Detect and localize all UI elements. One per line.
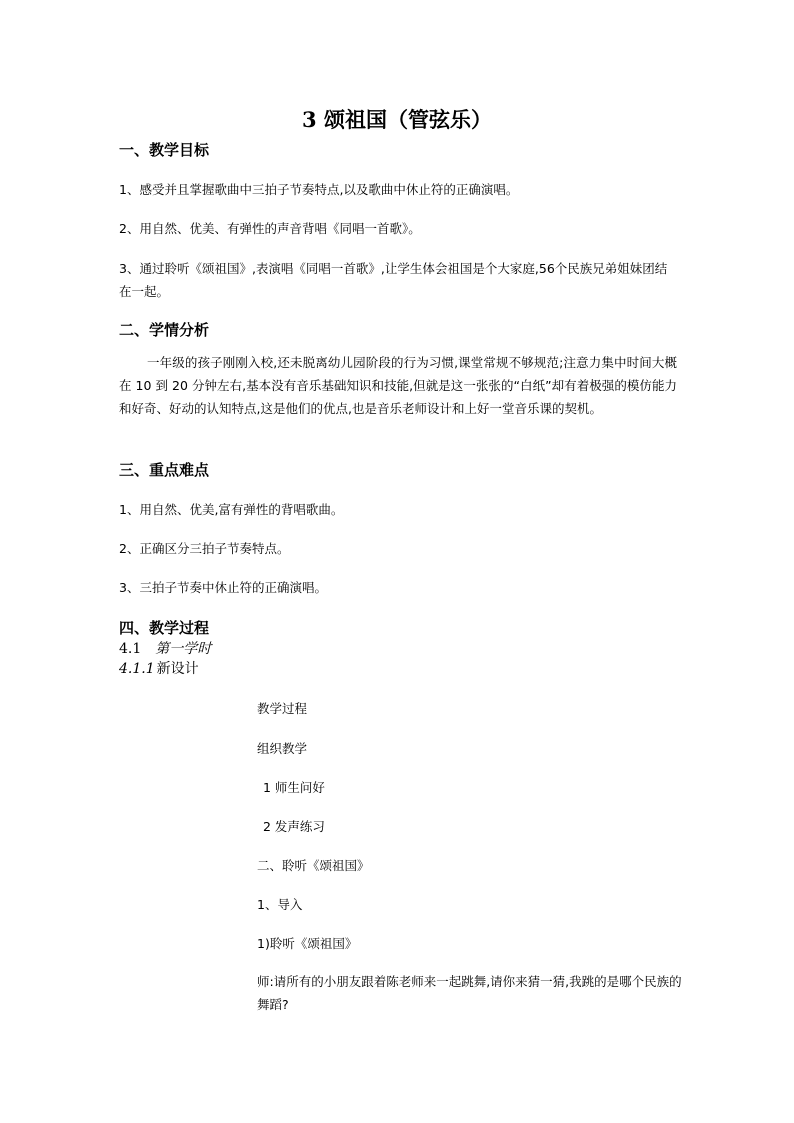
process-line-7: 1)聆听《颂祖国》 <box>257 936 358 951</box>
key-item-1: 1、用自然、优美,富有弹性的背唱歌曲。 <box>119 502 344 517</box>
goal-item-1: 1、感受并且掌握歌曲中三拍子节奏特点,以及歌曲中休止符的正确演唱。 <box>119 182 519 197</box>
subsection-4-1 <box>119 638 211 658</box>
process-last-paragraph: 师:请所有的小朋友跟着陈老师来一起跳舞,请你来猜一猜,我跳的是哪个民族的舞蹈? <box>257 974 682 1012</box>
section-heading-goals: 一、教学目标 <box>119 141 210 159</box>
process-line-6: 1、导入 <box>257 897 303 912</box>
key-item-2: 2、正确区分三拍子节奏特点。 <box>119 541 290 556</box>
subsection-4-1-1-label: 新设计 <box>156 661 199 677</box>
key-item-3: 3、三拍子节奏中休止符的正确演唱。 <box>119 580 327 595</box>
process-line-4: 2 发声练习 <box>263 819 325 834</box>
page-title: 3 颂祖国（管弦乐） <box>302 107 492 132</box>
subsection-4-1-label: 第一学时 <box>155 641 212 657</box>
section-heading-process: 四、教学过程 <box>119 619 210 637</box>
subsection-4-1-number: 4.1 <box>119 641 142 657</box>
section-heading-analysis: 二、学情分析 <box>119 321 210 339</box>
analysis-paragraph: 一年级的孩子刚刚入校,还未脱离幼儿园阶段的行为习惯,课堂常规不够规范;注意力集中时间大概在 10 到 20 分钟左右,基本没有音乐基础知识和技能,但就是这一张张的“白纸”却有着极强的模仿能力和好奇、好动的认知特点,这是他们的优点,也是音乐老师设计和上好一堂音乐课的契机。 <box>119 355 677 416</box>
process-line-1: 教学过程 <box>257 701 308 716</box>
goal-item-2: 2、用自然、优美、有弹性的声音背唱《同唱一首歌》。 <box>119 221 421 236</box>
goal-item-3: 3、通过聆听《颂祖国》,表演唱《同唱一首歌》,让学生体会祖国是个大家庭,56个民族兄弟姐妹团结在一起。 <box>119 261 668 299</box>
process-line-5: 二、聆听《颂祖国》 <box>257 858 370 873</box>
subsection-4-1-1 <box>119 658 199 678</box>
section-heading-key: 三、重点难点 <box>119 461 210 479</box>
process-line-2: 组织教学 <box>257 741 308 756</box>
subsection-4-1-1-number: 4.1.1 <box>119 661 155 677</box>
process-line-3: 1 师生问好 <box>263 780 325 795</box>
